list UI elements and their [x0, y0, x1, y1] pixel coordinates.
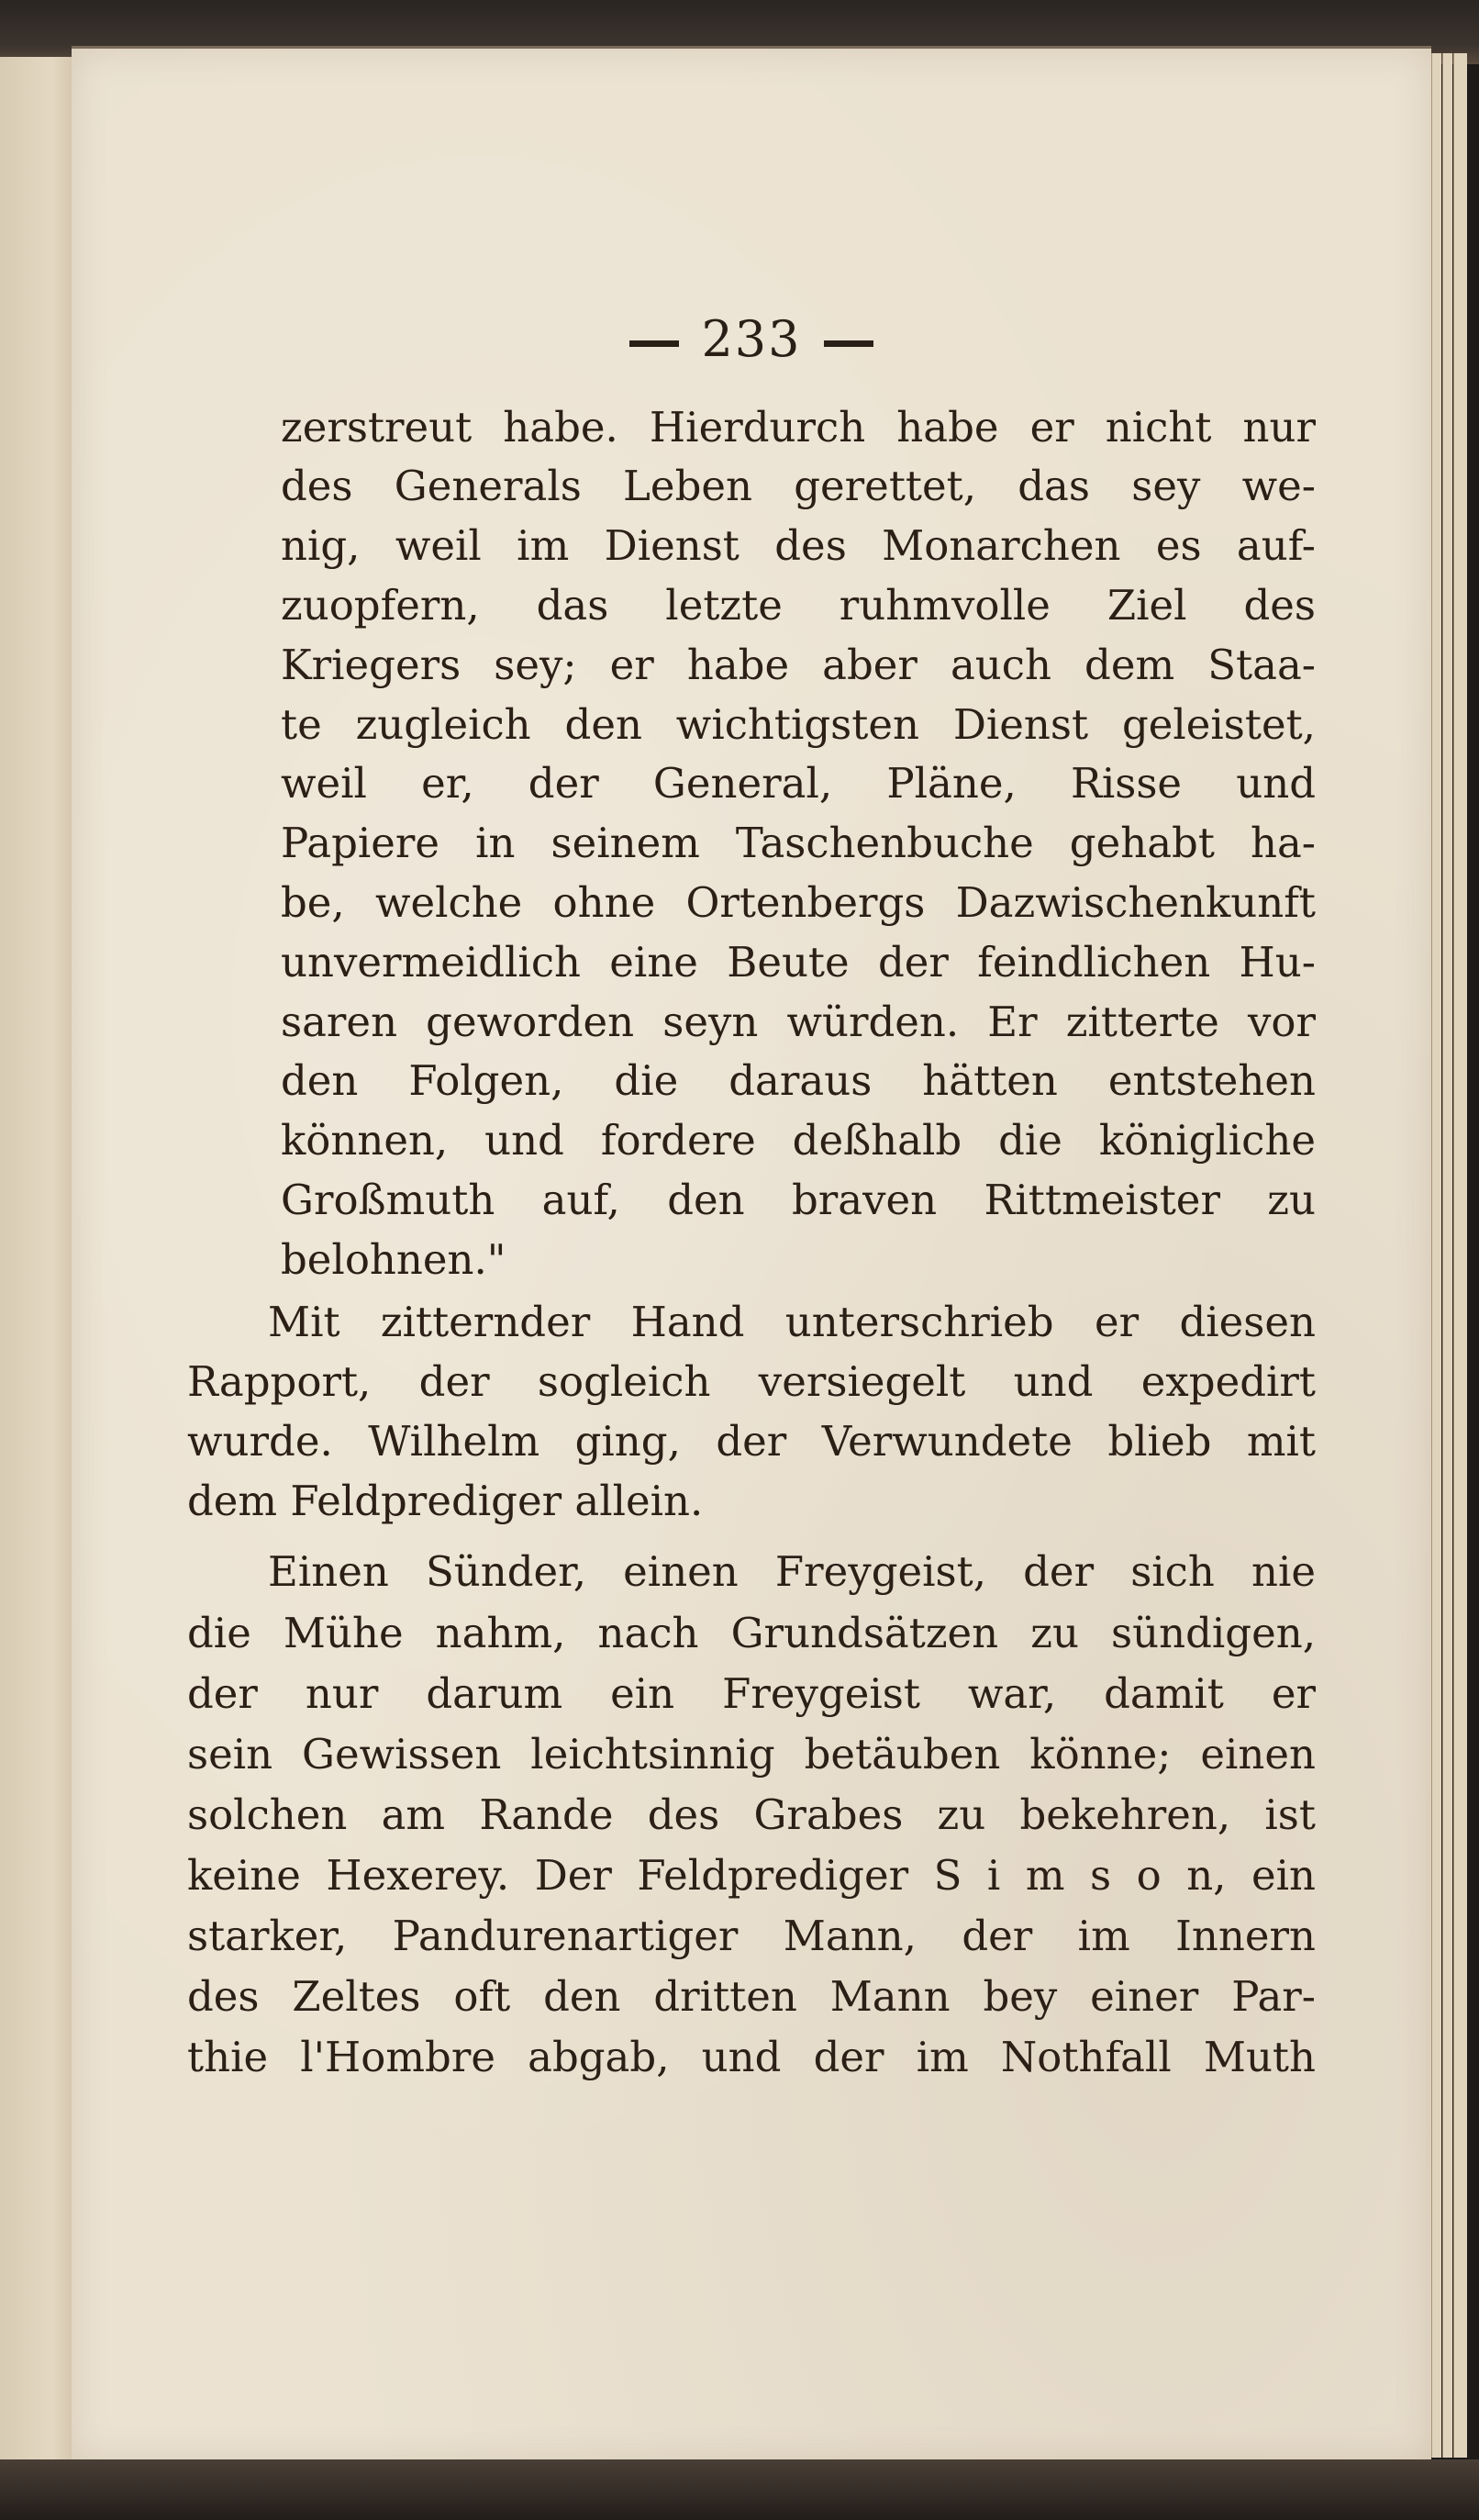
header-dash-left	[629, 340, 679, 347]
text-line: Kriegers sey; er habe aber auch dem Staa-	[281, 641, 1316, 689]
book-page	[72, 46, 1431, 2462]
text-line: Mit zitternder Hand unterschrieb er diesen	[268, 1298, 1316, 1346]
text-line: zerstreut habe. Hierdurch habe er nicht nur	[281, 403, 1316, 452]
text-line: die Mühe nahm, nach Grundsätzen zu sündigen,	[187, 1609, 1316, 1657]
text-line: starker, Pandurenartiger Mann, der im Innern	[187, 1912, 1316, 1960]
text-line: des Zeltes oft den dritten Mann bey einer Par-	[187, 1972, 1316, 2021]
page-stack-edge	[1453, 53, 1467, 2458]
text-line: sein Gewissen leichtsinnig betäuben könne; einen	[187, 1730, 1316, 1778]
text-line: Einen Sünder, einen Freygeist, der sich nie	[268, 1547, 1316, 1596]
text-line: der nur darum ein Freygeist war, damit er	[187, 1669, 1316, 1718]
text-line: weil er, der General, Pläne, Risse und	[281, 759, 1316, 808]
text-line: den Folgen, die daraus hätten entstehen	[281, 1056, 1316, 1105]
text-line: nig, weil im Dienst des Monarchen es auf-	[281, 521, 1316, 570]
text-line: zuopfern, das letzte ruhmvolle Ziel des	[281, 581, 1316, 630]
text-line: dem Feldprediger allein.	[187, 1477, 704, 1525]
text-line: Rapport, der sogleich versiegelt und expedirt	[187, 1357, 1316, 1406]
scan-border-bottom	[0, 2459, 1479, 2520]
page-header	[72, 310, 1431, 368]
text-line: unvermeidlich eine Beute der feindlichen Hu-	[281, 938, 1316, 987]
text-line: be, welche ohne Ortenbergs Dazwischenkunft	[281, 878, 1316, 927]
page-stack-edge	[1442, 53, 1452, 2458]
text-line: saren geworden seyn würden. Er zitterte vor	[281, 998, 1316, 1046]
text-line: thie l'Hombre abgab, und der im Nothfall Muth	[187, 2033, 1316, 2081]
text-line: te zugleich den wichtigsten Dienst geleistet,	[281, 700, 1316, 749]
text-line: Großmuth auf, den braven Rittmeister zu	[281, 1176, 1316, 1224]
header-dash-right	[824, 340, 873, 347]
text-line: Papiere in seinem Taschenbuche gehabt ha-	[281, 819, 1316, 867]
text-line: belohnen."	[281, 1235, 506, 1284]
text-line: des Generals Leben gerettet, das sey we-	[281, 462, 1316, 510]
text-line: keine Hexerey. Der Feldprediger S i m s o n, ein	[187, 1851, 1316, 1900]
text-line: können, und fordere deßhalb die königliche	[281, 1116, 1316, 1165]
text-line: solchen am Rande des Grabes zu bekehren, ist	[187, 1790, 1316, 1839]
page-stack-edge	[1431, 53, 1441, 2458]
page-number: 233	[701, 310, 802, 368]
text-line: wurde. Wilhelm ging, der Verwundete blieb mit	[187, 1417, 1316, 1466]
